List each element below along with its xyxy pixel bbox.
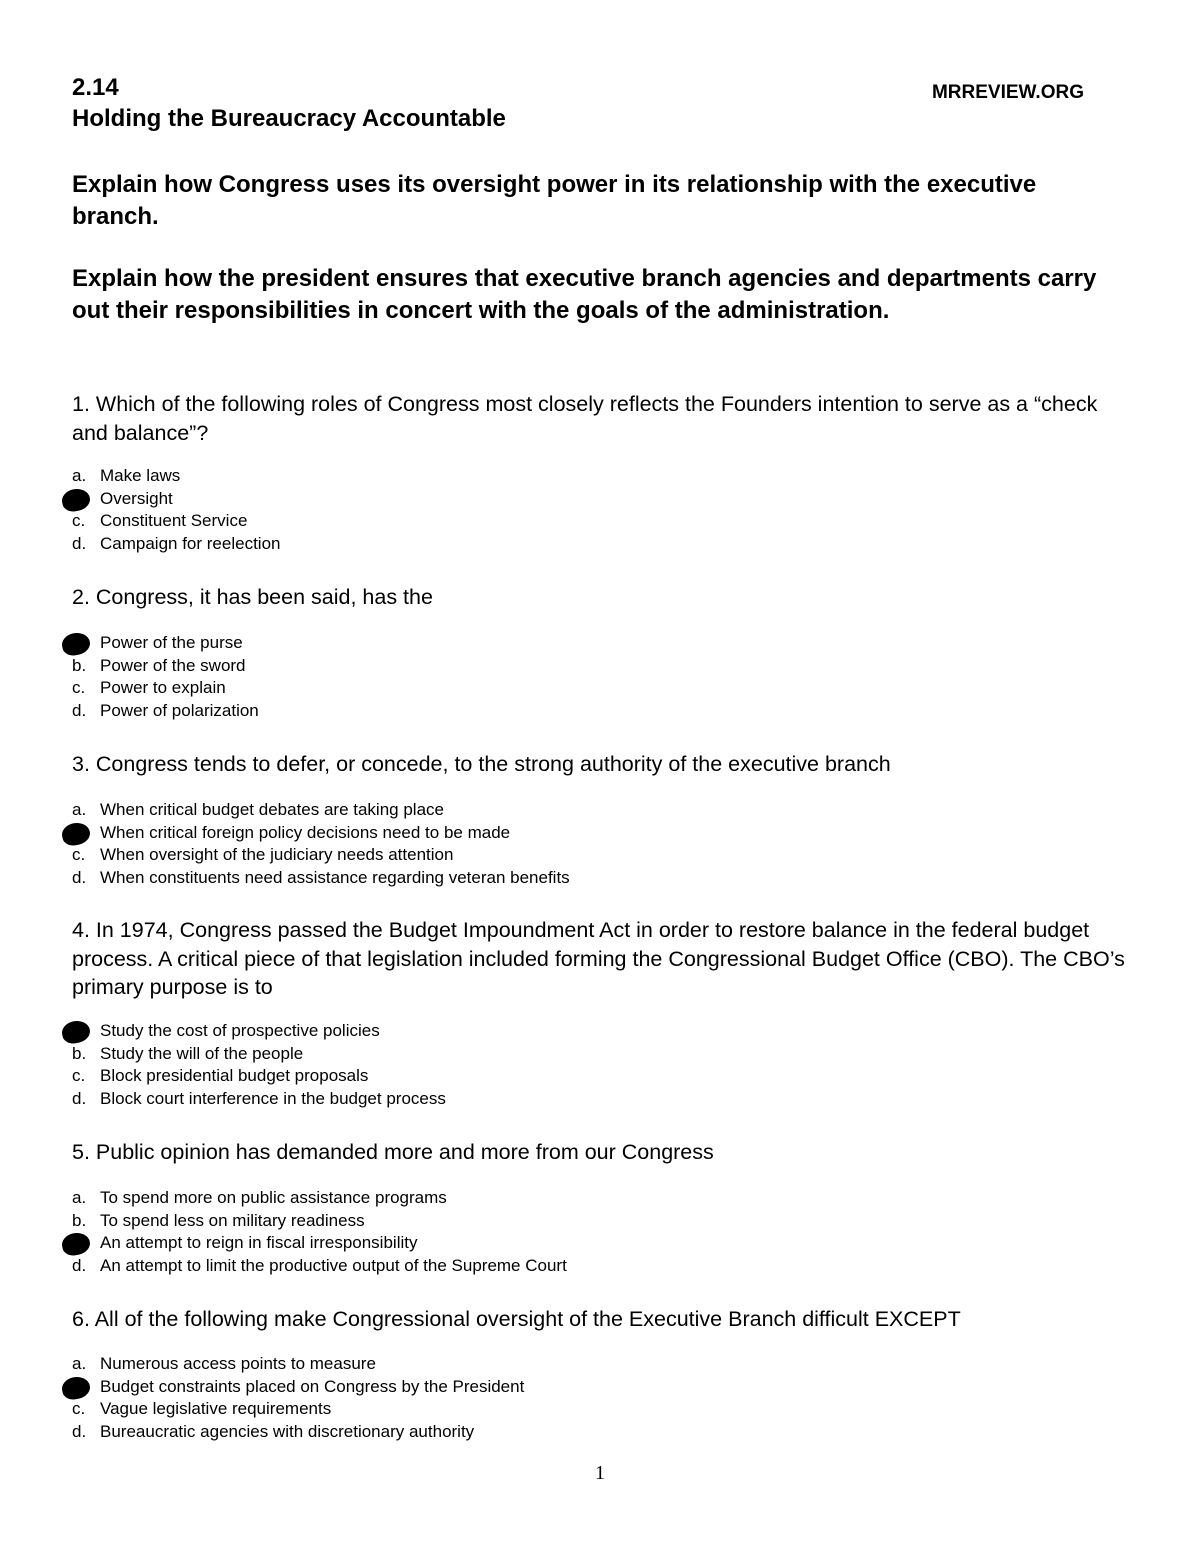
option-letter: a. (72, 800, 87, 819)
option-text: Power of the sword (100, 655, 246, 675)
answer-options (72, 632, 972, 723)
answer-option (72, 655, 972, 678)
learning-objective: Explain how Congress uses its oversight power in its relationship with the executive branch. (72, 171, 1037, 230)
answer-option (72, 1020, 972, 1043)
option-letter: c. (72, 678, 86, 698)
option-letter: d. (72, 1422, 87, 1442)
answer-option (72, 822, 972, 845)
answer-option (72, 1255, 972, 1278)
answer-options (72, 799, 972, 890)
answer-option (72, 1421, 972, 1444)
option-text: When critical foreign policy decisions need to be made (100, 822, 511, 842)
option-text: Study the cost of prospective policies (100, 1021, 380, 1040)
option-letter: c. (72, 1399, 86, 1419)
answer-options (72, 465, 972, 556)
header-row (72, 74, 1084, 108)
question-text: 1. Which of the following roles of Congress most closely reflects the Founders intention to serve as a “check and balance”? (72, 392, 1098, 445)
question-text: 3. Congress tends to defer, or concede, to the strong authority of the executive branch (72, 752, 891, 776)
option-text: When oversight of the judiciary needs attention (100, 845, 454, 865)
option-letter: a. (72, 1188, 87, 1207)
answer-option (72, 533, 972, 556)
answer-option (72, 1065, 972, 1088)
option-text: Oversight (100, 488, 173, 508)
answer-option (72, 488, 972, 511)
option-letter: c. (72, 845, 86, 865)
learning-objective: Explain how the president ensures that executive branch agencies and departments carry out their responsibilities in concert with the goals of the administration. (72, 265, 1097, 324)
option-text: Power of the purse (100, 633, 243, 652)
option-text: Campaign for reelection (100, 534, 281, 554)
answer-option (72, 510, 972, 533)
option-text: An attempt to limit the productive output of the Supreme Court (100, 1256, 567, 1276)
question-text: 6. All of the following make Congressional oversight of the Executive Branch difficult EXCEPT (72, 1307, 961, 1331)
option-letter: c. (72, 511, 86, 531)
option-text: Vague legislative requirements (100, 1399, 332, 1419)
answer-option (72, 1088, 972, 1111)
answer-option (72, 700, 972, 723)
answer-option (72, 1398, 972, 1421)
question-text: 2. Congress, it has been said, has the (72, 585, 433, 609)
option-text: Bureaucratic agencies with discretionary authority (100, 1422, 475, 1442)
option-letter: d. (72, 534, 87, 554)
answer-option (72, 1232, 972, 1255)
answer-option (72, 465, 972, 488)
question-text: 5. Public opinion has demanded more and more from our Congress (72, 1140, 714, 1164)
answer-options (72, 1353, 972, 1444)
option-letter: d. (72, 1256, 87, 1276)
option-letter: d. (72, 701, 87, 721)
answer-option (72, 867, 972, 890)
answer-option (72, 1353, 972, 1376)
option-text: To spend more on public assistance programs (100, 1188, 447, 1207)
answer-option (72, 844, 972, 867)
option-letter: a. (72, 1354, 87, 1373)
answer-options (72, 1187, 972, 1278)
page-number: 1 (595, 1462, 605, 1484)
answer-option (72, 1376, 972, 1399)
section-number: 2.14 (72, 74, 119, 101)
option-text: Constituent Service (100, 511, 248, 531)
answer-option (72, 632, 972, 655)
option-letter: a. (72, 466, 87, 485)
answer-option (72, 799, 972, 822)
option-text: Block presidential budget proposals (100, 1066, 369, 1086)
option-letter: b. (72, 655, 87, 675)
option-text: When critical budget debates are taking place (100, 800, 444, 819)
question-text: 4. In 1974, Congress passed the Budget Impoundment Act in order to restore balance in the federal budget process. A critical piece of that legislation included forming the Congressional Budget Office (CBO). The CBO’s primary purpose is to (72, 918, 1125, 999)
option-text: Budget constraints placed on Congress by the President (100, 1376, 525, 1396)
option-text: Make laws (100, 466, 181, 485)
option-letter: d. (72, 1089, 87, 1109)
option-text: Power of polarization (100, 701, 259, 721)
answer-option (72, 1210, 972, 1233)
page-title: Holding the Bureaucracy Accountable (72, 105, 506, 132)
answer-option (72, 1043, 972, 1066)
answer-options (72, 1020, 972, 1111)
option-letter: c. (72, 1066, 86, 1086)
site-name: MRREVIEW.ORG (931, 82, 1084, 103)
option-text: Power to explain (100, 678, 226, 698)
option-text: Block court interference in the budget process (100, 1089, 446, 1109)
option-text: To spend less on military readiness (100, 1210, 365, 1230)
option-text: Study the will of the people (100, 1043, 304, 1063)
answer-option (72, 677, 972, 700)
option-text: An attempt to reign in fiscal irresponsibility (100, 1233, 418, 1253)
option-letter: b. (72, 1043, 87, 1063)
option-letter: d. (72, 868, 87, 888)
option-letter: b. (72, 1210, 87, 1230)
option-text: Numerous access points to measure (100, 1354, 376, 1373)
option-text: When constituents need assistance regarding veteran benefits (100, 868, 570, 888)
answer-option (72, 1187, 972, 1210)
